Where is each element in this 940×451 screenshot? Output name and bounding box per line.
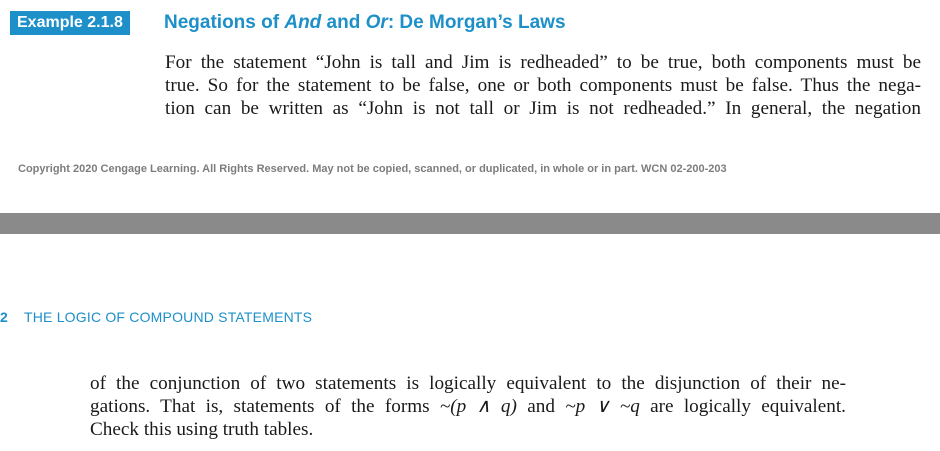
copyright-notice: Copyright 2020 Cengage Learning. All Rights Reserved. May not be copied, scanned, or duplicated, in whole or in part. WCN 02-200-203: [18, 163, 727, 175]
running-head: THE LOGIC OF COMPOUND STATEMENTS: [24, 309, 313, 325]
line2-text-3: are logically equivalent.: [639, 396, 846, 417]
example-title: [164, 11, 566, 35]
paragraph-bottom-line-2: [90, 395, 846, 418]
paragraph-bottom: [90, 372, 846, 441]
line2-text-2: and: [516, 396, 566, 417]
paragraph-top-line-3: tion can be written as “John is not tall or Jim is not redheaded.” In general, the negation: [165, 98, 921, 119]
page-number: 2: [0, 309, 8, 325]
title-text-2: and: [321, 12, 366, 33]
page-divider: [0, 213, 940, 234]
line2-text-1: gations. That is, statements of the forms: [90, 396, 440, 417]
paragraph-top-line-2: true. So for the statement to be false, one or both components must be false. Thus the nega-: [165, 75, 921, 96]
title-text-1: Negations of: [164, 12, 285, 33]
example-badge: Example 2.1.8: [10, 11, 130, 35]
form-disjunction-of-negations: ~p ∨ ~q: [565, 396, 640, 417]
title-or: Or: [365, 12, 388, 33]
title-text-3: : De Morgan’s Laws: [387, 12, 566, 33]
paragraph-top-line-1: For the statement “John is tall and Jim is redheaded” to be true, both components must be: [165, 52, 921, 73]
form-negated-conjunction: ~(p ∧ q): [439, 396, 517, 417]
paragraph-top: [165, 51, 921, 120]
title-and: And: [284, 12, 322, 33]
paragraph-bottom-line-1: of the conjunction of two statements is logically equivalent to the disjunction of their ne-: [90, 373, 846, 394]
paragraph-bottom-line-3: Check this using truth tables.: [90, 419, 314, 440]
